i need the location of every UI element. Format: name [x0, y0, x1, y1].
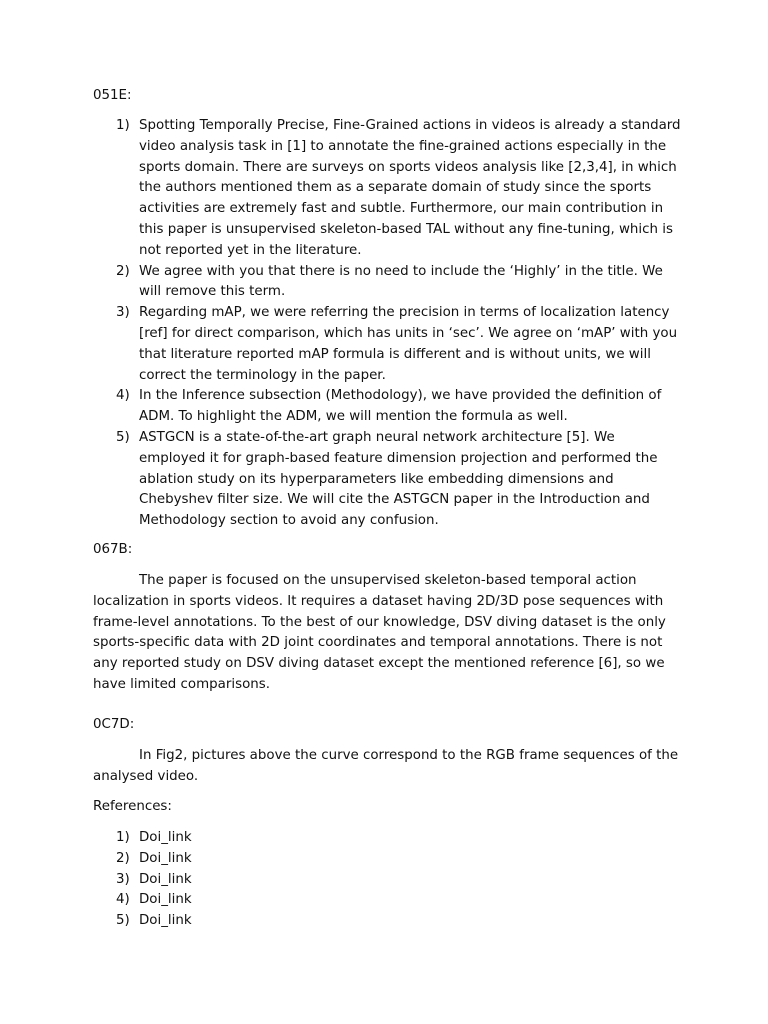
reference-number: 3)	[116, 871, 130, 887]
reference-link-text: Doi_link	[139, 871, 192, 887]
reference-number: 5)	[116, 913, 130, 929]
reference-link-text: Doi_link	[139, 830, 192, 845]
list-item	[0, 386, 684, 428]
list-item-number: 4)	[116, 388, 130, 404]
list-item-text: ASTGCN is a state-of-the-art graph neural network architecture [5]. We employed it for graph-based feature dimension projection and performed the ablation study on its hyperparameters like embedding dimensions and Chebyshev filter size. We will cite the ASTGCN paper in the Introduction and Methodology section to avoid any confusion.	[139, 429, 658, 529]
list-item	[0, 428, 684, 532]
list-item-number: 5)	[116, 429, 130, 445]
section-paragraph-0c7d: In Fig2, pictures above the curve correspond to the RGB frame sequences of the analysed video.	[93, 748, 679, 784]
section-heading-0c7d: 0C7D:	[93, 717, 135, 732]
reference-number: 4)	[116, 892, 130, 908]
reference-link-text: Doi_link	[139, 892, 192, 908]
list-item-number: 2)	[116, 263, 130, 279]
references-heading: References:	[93, 799, 172, 814]
reference-item	[0, 911, 684, 932]
reference-number: 1)	[116, 830, 130, 845]
reference-item	[0, 870, 684, 891]
reference-item	[0, 849, 684, 870]
section-paragraph-067b: The paper is focused on the unsupervised skeleton-based temporal action localization in sports videos. It requires a dataset having 2D/3D pose sequences with frame-level annotations. To the best of our knowledge, DSV diving dataset is the only sports-specific data with 2D joint coordinates and temporal annotations. There is not any reported study on DSV diving dataset except the mentioned reference [6], so we have limited comparisons.	[93, 573, 666, 692]
reference-item	[0, 828, 684, 849]
list-item	[0, 262, 684, 304]
response-list-051e	[0, 116, 684, 532]
list-item-number: 1)	[116, 118, 130, 133]
list-item-text: Spotting Temporally Precise, Fine-Grained actions in videos is already a standard video analysis task in [1] to annotate the fine-grained actions especially in the sports domain. There are surveys on sports videos analysis like [2,3,4], in which the authors mentioned them as a separate domain of study since the sports activities are extremely fast and subtle. Furthermore, our main contribution in this paper is unsupervised skeleton-based TAL without any fine-tuning, which is not reported yet in the literature.	[139, 118, 681, 258]
list-item	[0, 116, 684, 262]
section-heading-067b: 067B:	[93, 542, 133, 557]
reference-number: 2)	[116, 850, 130, 866]
references-list	[0, 828, 684, 932]
section-heading-051e: 051E:	[93, 88, 132, 103]
list-item-text: Regarding mAP, we were referring the precision in terms of localization latency [ref] for direct comparison, which has units in ‘sec’. We agree on ‘mAP’ with you that literature reported mAP formula is different and is without units, we will correct the terminology in the paper.	[139, 305, 678, 383]
list-item-text: We agree with you that there is no need to include the ‘Highly’ in the title. We will remove this term.	[139, 263, 663, 300]
list-item-text: In the Inference subsection (Methodology), we have provided the definition of ADM. To highlight the ADM, we will mention the formula as well.	[139, 388, 662, 425]
list-item	[0, 303, 684, 386]
reference-item	[0, 890, 684, 911]
reference-link-text: Doi_link	[139, 850, 192, 866]
reference-link-text: Doi_link	[139, 913, 192, 929]
list-item-number: 3)	[116, 305, 130, 321]
